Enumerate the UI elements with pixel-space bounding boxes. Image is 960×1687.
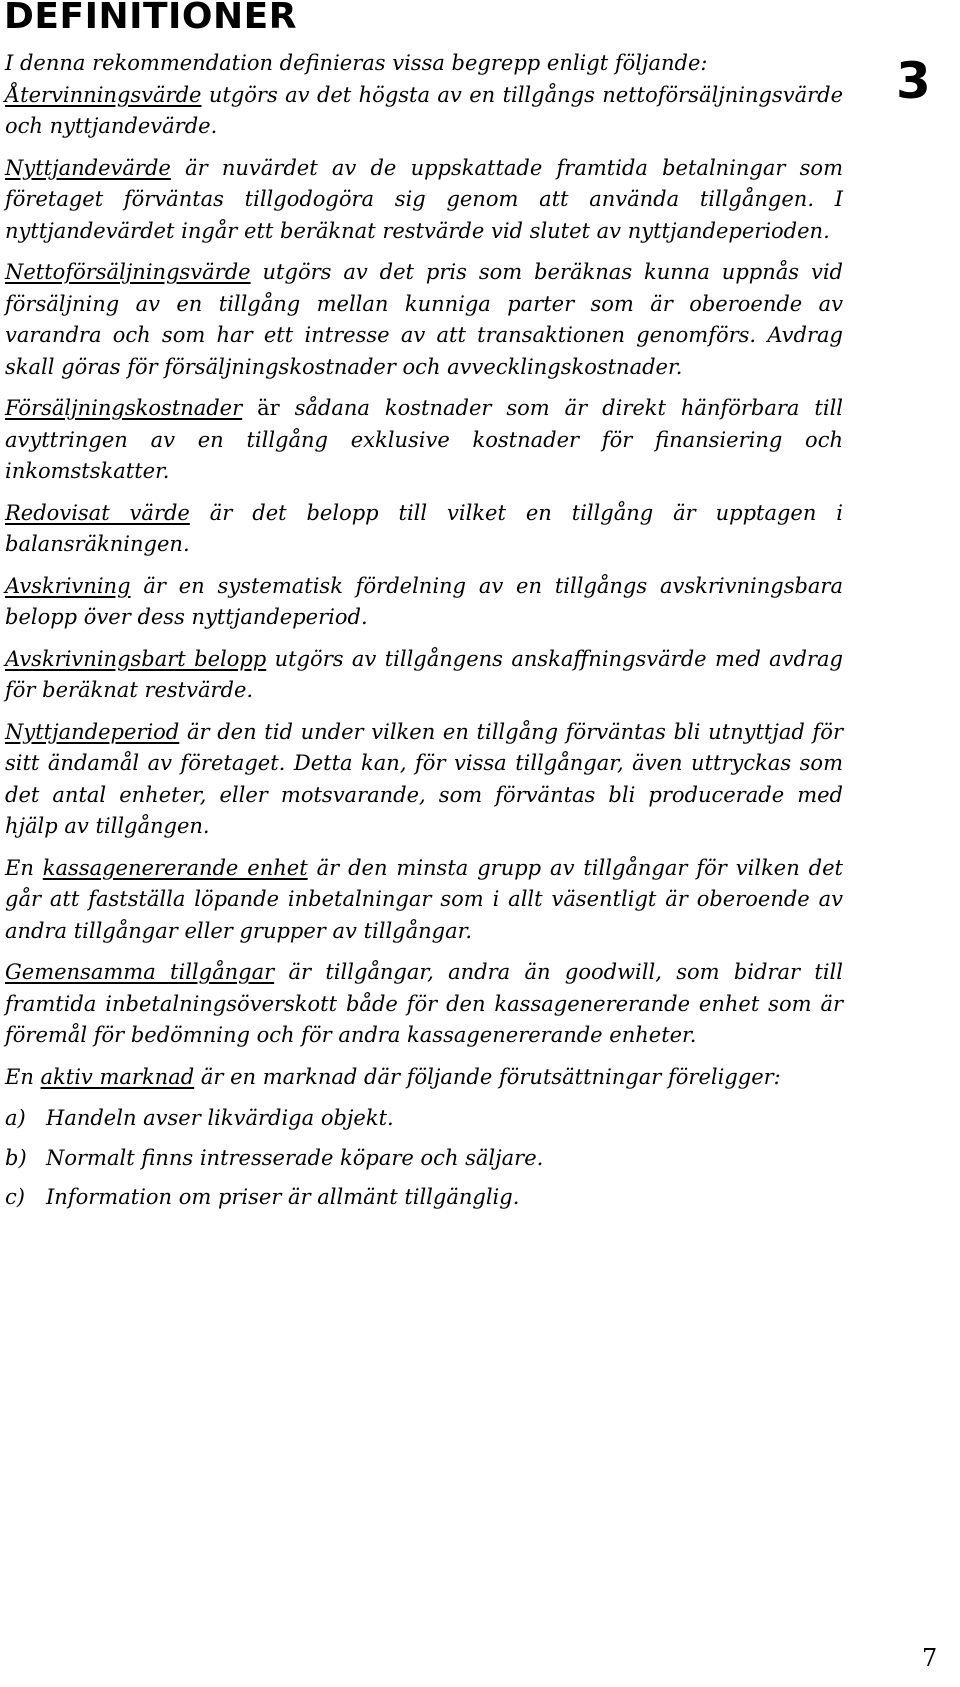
definition-term: Nettoförsäljningsvärde [5, 260, 251, 284]
list-marker: b) [5, 1145, 27, 1170]
definition-depreciable-amount: Avskrivningsbart belopp utgörs av tillgångens anskaffningsvärde med avdrag för beräknat restvärde. [5, 646, 843, 702]
definition-active-market: En aktiv marknad är en marknad där följande förutsättningar föreligger: [5, 1064, 781, 1089]
definition-carrying-amount: Redovisat värde är det belopp till vilket en tillgång är upptagen i balansräkningen. [5, 500, 843, 556]
definition-cash-generating-unit: En kassagenererande enhet är den minsta grupp av tillgångar för vilken det går att fastställa löpande inbetalningar som i allt väsentligt är oberoende av andra tillgångar eller grupper av tillgångar. [5, 855, 843, 943]
definition-useful-life: Nyttjandeperiod är den tid under vilken en tillgång förväntas bli utnyttjad för sitt ändamål av företaget. Detta kan, för vissa tillgångar, även uttryckas som det antal enheter, eller motsvarande, som förväntas bli producerade med hjälp av tillgången. [5, 719, 843, 838]
list-marker: c) [5, 1185, 25, 1209]
intro-text: I denna rekommendation definieras vissa begrepp enligt följande: [5, 51, 708, 75]
definition-term: Avskrivningsbart belopp [5, 646, 267, 671]
definition-term: Försäljningskostnader [5, 396, 243, 420]
definition-depreciation: Avskrivning är en systematisk fördelning av en tillgångs avskrivningsbara belopp över dess nyttjandeperiod. [5, 573, 843, 629]
definition-recoverable-amount: Återvinningsvärde utgörs av det högsta av en tillgångs nettoförsäljningsvärde och nyttjandevärde. [5, 82, 843, 138]
list-item: a) Handeln avser likvärdiga objekt. [5, 1103, 843, 1135]
definition-costs-of-disposal: Försäljningskostnader är sådana kostnader som är direkt hänförbara till avyttringen av en tillgång exklusive kostnader för finansiering och inkomstskatter. [5, 396, 843, 483]
definition-value-in-use: Nyttjandevärde är nuvärdet av de uppskattade framtida betalningar som företaget förväntas tillgodogöra sig genom att använda tillgången. I nyttjandevärdet ingår ett beräknat restvärde vid slutet av nyttjandeperioden. [5, 155, 843, 243]
list-marker: a) [5, 1106, 26, 1130]
definition-corporate-assets: Gemensamma tillgångar är tillgångar, andra än goodwill, som bidrar till framtida inbetalningsöverskott både för den kassagenererande enhet som är föremål för bedömning och för andra kassagenererande enheter. [5, 960, 843, 1047]
definition-net-selling-price: Nettoförsäljningsvärde utgörs av det pris som beräknas kunna uppnås vid försäljning av en tillgång mellan kunniga parter som är oberoende av varandra och som har ett intresse av att transaktionen genomförs. Avdrag skall göras för försäljningskostnader och avvecklingskostnader. [5, 260, 843, 379]
conditions-list [5, 1103, 843, 1214]
definition-term: Nyttjandevärde [5, 155, 171, 180]
definition-term: Redovisat värde [5, 500, 190, 525]
list-item: c) Information om priser är allmänt tillgänglig. [5, 1182, 843, 1214]
document-body [5, 48, 843, 1222]
definition-term: Återvinningsvärde [5, 82, 202, 107]
definition-term: Nyttjandeperiod [5, 719, 180, 744]
definition-term: aktiv marknad [40, 1064, 195, 1089]
definition-term: Gemensamma tillgångar [5, 960, 275, 984]
list-item: b) Normalt finns intresserade köpare och säljare. [5, 1143, 843, 1175]
definition-term: kassagenererande enhet [42, 855, 308, 880]
page-heading: DEFINITIONER [4, 0, 297, 37]
chapter-number: 3 [896, 52, 931, 110]
definition-term: Avskrivning [5, 573, 131, 598]
page-number: 7 [922, 1644, 938, 1672]
